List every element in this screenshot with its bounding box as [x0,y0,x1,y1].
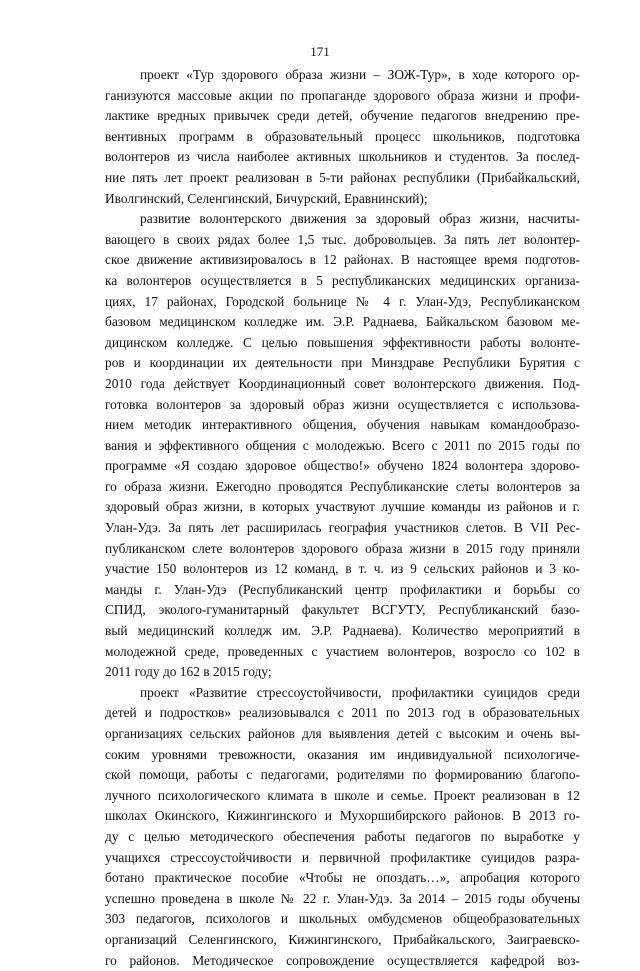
text-line: развитие волонтерского движения за здоровый образ жизни, насчиты- [140,211,580,227]
text-line: ние пять лет проект реализован в 5-ти районах республики (Прибайкальский, [105,169,580,185]
text-line: ров и координации их деятельности при Минздраве Республики Бурятия с [105,355,580,371]
text-line: вый медицинский колледж им. Э.Р. Раднаева). Количество мероприятий в [105,623,580,639]
body-text [105,65,580,971]
text-line: организаций Селенгинского, Кижингинского, Прибайкальского, Заиграевско- [105,931,580,947]
text-line: организациях сельских районов для выявления детей с высоким и очень вы- [105,726,580,741]
text-line: СПИД, эколого-гуманитарный факультет ВСГУТУ, Республиканский базо- [105,602,580,618]
text-line: здоровый образ жизни, в которых участвуют лучшие команды из районов и г. [105,499,580,515]
text-line: ка волонтеров осуществляется в 5 республиканских медицинских организа- [105,272,580,288]
text-line: нием методик интерактивного общения, обучения навыкам командообразо- [105,417,580,433]
text-line: ду с целью методического обеспечения работы педагогов по выработке у [105,828,580,844]
text-line: волонтеров из числа наиболее активных школьников и студентов. За послед- [105,149,580,165]
text-line: программе «Я создаю здоровое общество!» обучено 1824 волонтера здорово- [105,458,580,474]
text-line: успешно проведена в школе № 22 г. Улан-Удэ. За 2014 – 2015 годы обучены [105,890,580,906]
text-line: ское движение активизировалось в 12 районах. В настоящее время подготов- [105,252,580,268]
text-line: проект «Развитие стрессоустойчивости, профилактики суицидов среди [140,684,580,700]
text-line: го образа жизни. Ежегодно проводятся Республиканские слеты волонтеров за [105,478,580,494]
text-line: готовка волонтеров за здоровый образ жизни осуществляется с использова- [105,396,580,412]
text-line: публиканском слете волонтеров здорового образа жизни в 2015 году приняли [105,540,580,556]
text-line: проект «Тур здорового образа жизни – ЗОЖ-Тур», в ходе которого ор- [140,67,580,82]
text-line: школах Окинского, Кижингинского и Мухоршибирского районов. В 2013 го- [105,808,580,824]
text-line: вентивных программ в образовательный процесс школьников, подготовка [105,128,580,144]
text-line: го районов. Методическое сопровождение осуществляется кафедрой воз- [105,952,580,968]
text-line: циях, 17 районах, Городской больнице № 4 г. Улан-Удэ, Республиканском [105,293,580,309]
text-line: учащихся стрессоустойчивости и первичной профилактике суицидов разра- [105,849,580,865]
text-line: ганизуются массовые акции по пропаганде здорового образа жизни и профи- [105,87,580,103]
text-line: детей и подростков» реализовывался с 2011 по 2013 год в образовательных [105,705,580,721]
text-line: ботано практическое пособие «Чтобы не опоздать…», апробация которого [105,870,580,886]
text-line: участие 150 волонтеров из 12 команд, в т. ч. из 9 сельских районов и 3 ко- [105,561,580,577]
text-line: дицинском колледже. С целью повышения эффективности работы волонте- [105,334,580,350]
text-line: 2010 года действует Координационный совет волонтерского движения. Под- [105,375,580,391]
text-line: ской помощи, работы с педагогами, родителями по формированию благопо- [105,767,580,783]
page-number: 171 [310,44,330,59]
text-line: базовом медицинском колледже им. Э.Р. Раднаева, Байкальском базовом ме- [105,314,580,330]
text-line: лактике вредных привычек среди детей, обучение педагогов внедрению пре- [105,108,580,124]
text-line: 303 педагогов, психологов и школьных омбудсменов общеобразовательных [105,911,580,927]
text-line: молодежной среде, проведенных с участием волонтеров, возросло со 102 в [105,643,580,659]
text-line: вающего в своих рядах более 1,5 тыс. добровольцев. За пять лет волонтер- [105,231,580,247]
text-line: Улан-Удэ. За пять лет расширилась география участников слетов. В VII Рес- [105,520,580,536]
text-line: лучного психологического климата в школе и семье. Проект реализован в 12 [105,787,580,803]
text-line: манды г. Улан-Удэ (Республиканский центр профилактики и борьбы со [105,581,580,597]
text-line: вания и эффективного общения с молодежью. Всего с 2011 по 2015 годы по [105,437,580,453]
text-line: Иволгинский, Селенгинский, Бичурский, Еравнинский); [105,190,428,206]
text-line: 2011 году до 162 в 2015 году; [105,664,272,680]
text-line: соким уровнями тревожности, оказания им индивидуальной психологиче- [105,746,580,762]
